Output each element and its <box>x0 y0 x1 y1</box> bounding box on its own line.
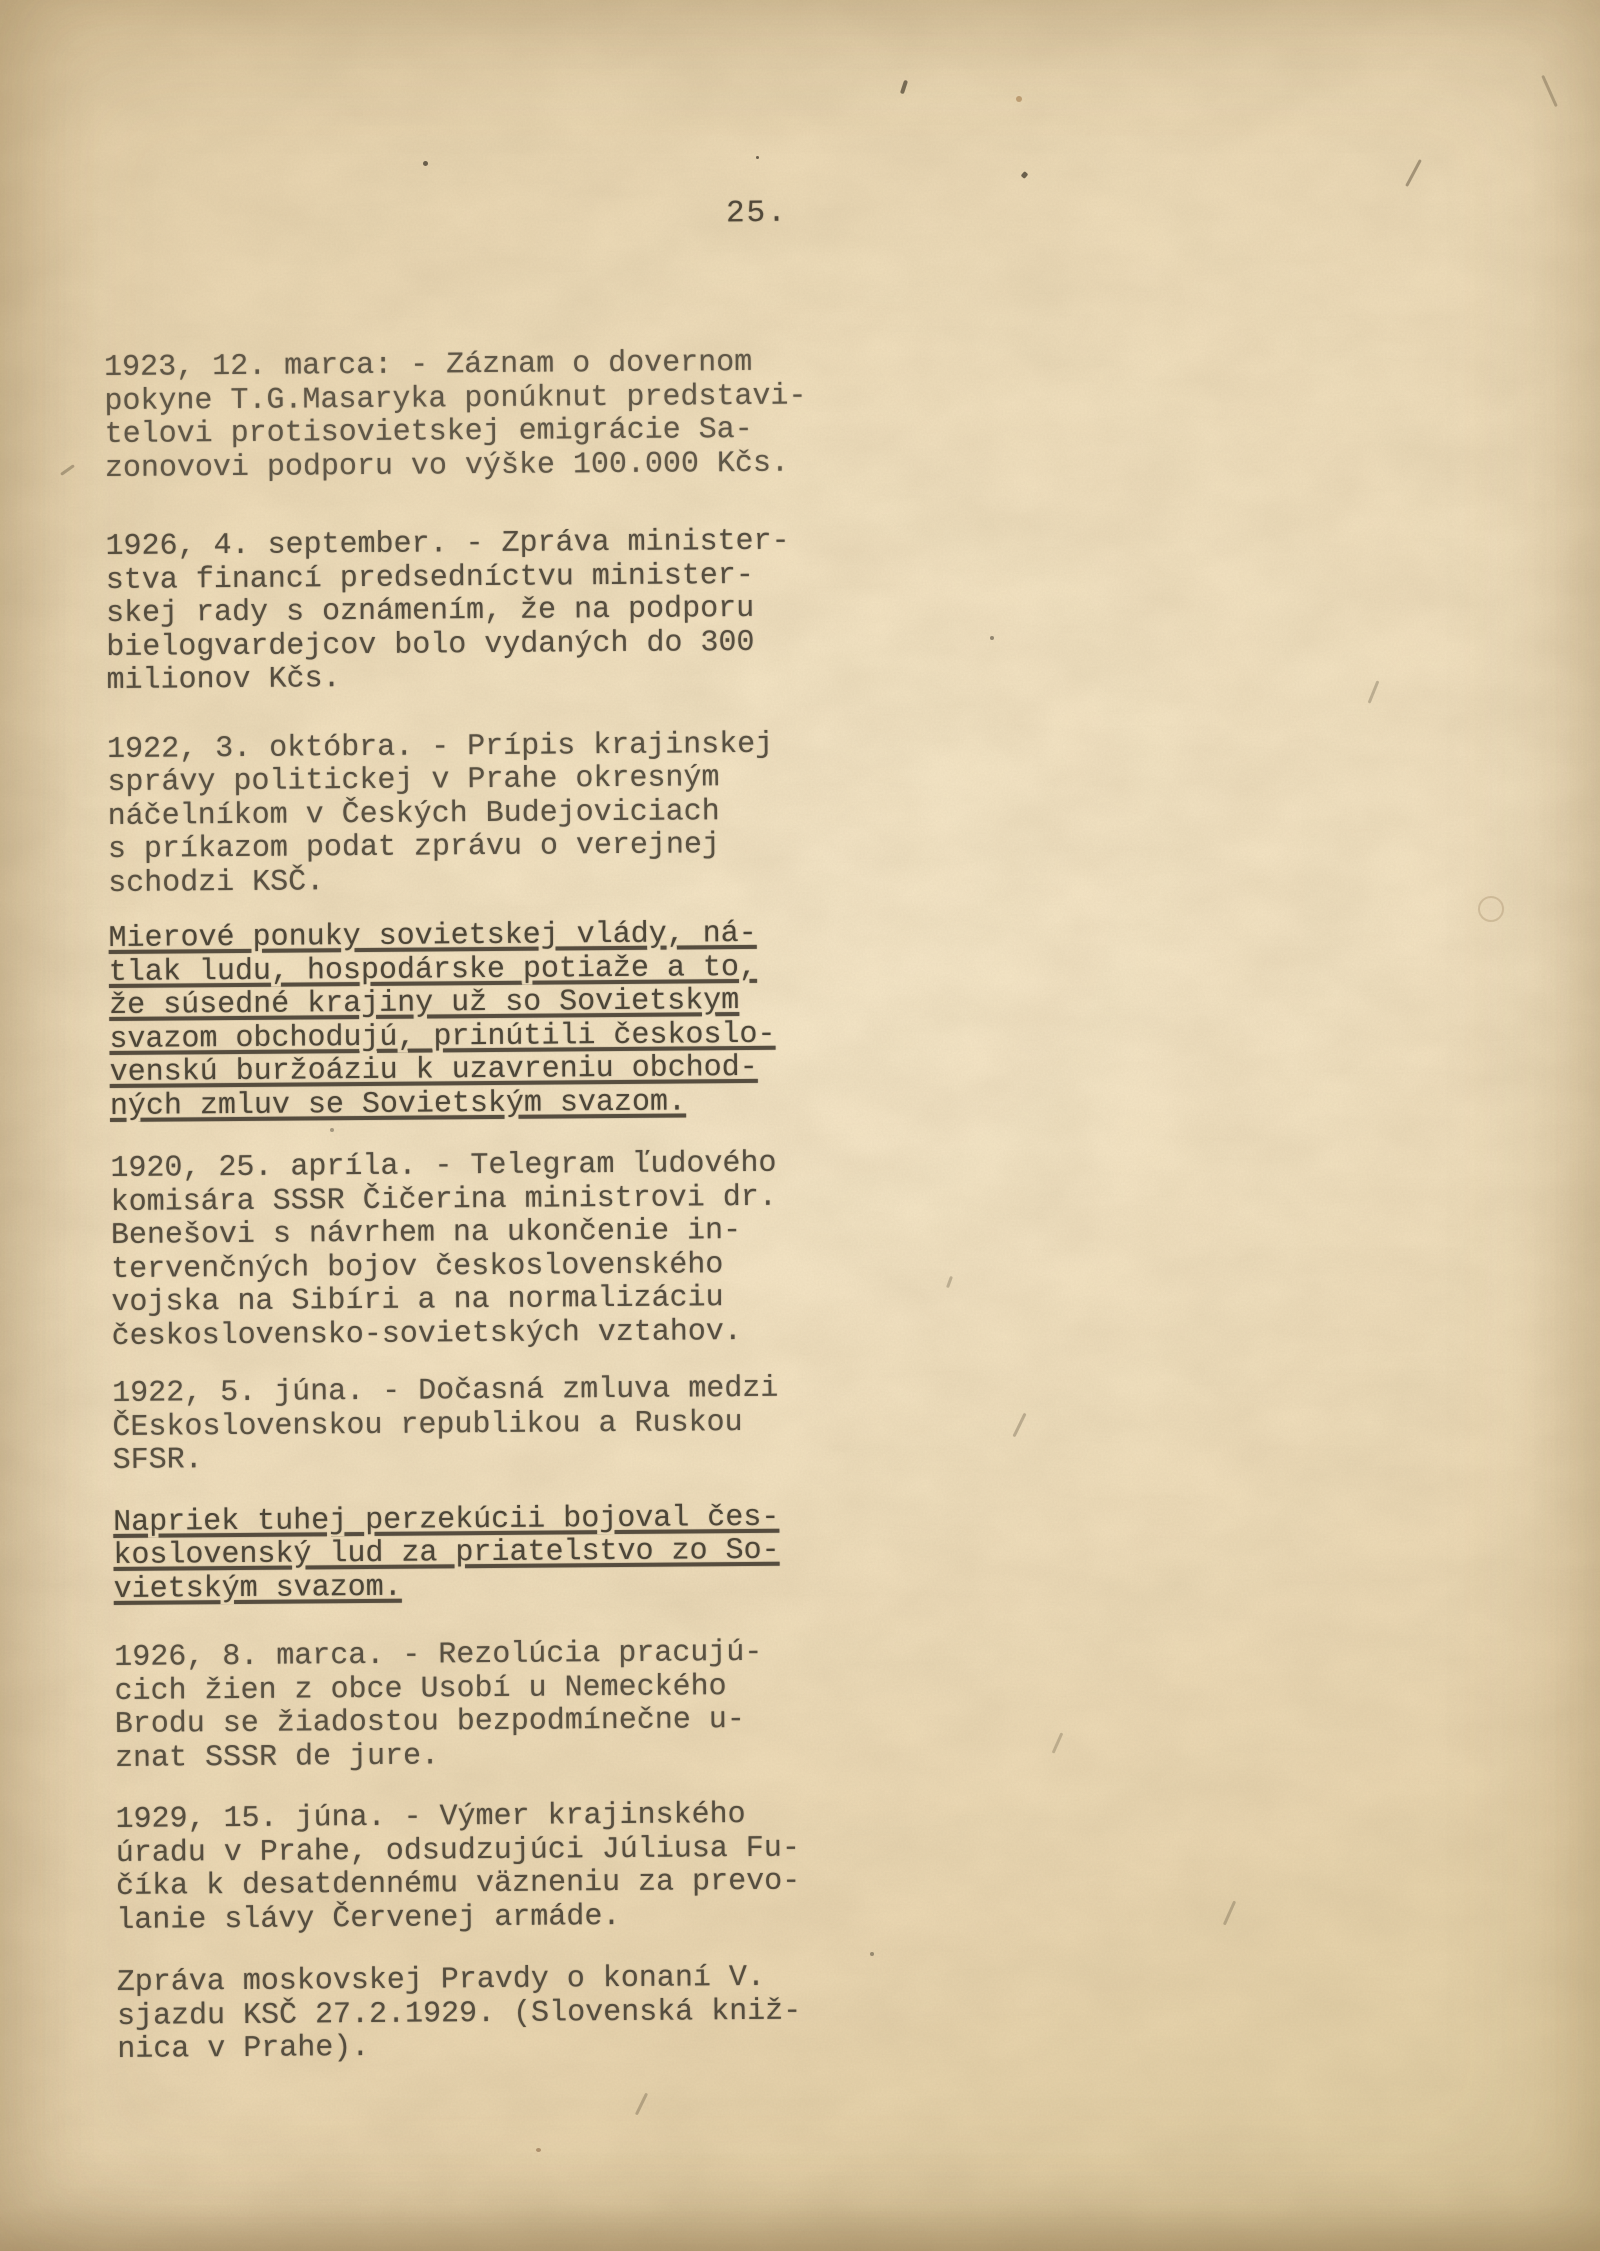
ink-speck <box>1016 96 1022 102</box>
stray-mark <box>946 1276 953 1288</box>
smudge-ring <box>1478 896 1504 922</box>
entry-paragraph: 1926, 4. september. - Zpráva minister- stva financí predsedníctvu minister- skej rady s oznámením, že na podporu bielogvardejcov bolo vydaných do 300 milionov Kčs. <box>105 524 790 698</box>
ink-speck <box>536 2148 541 2152</box>
stray-mark <box>60 464 75 476</box>
ink-speck <box>423 161 428 166</box>
entry-paragraph: 1926, 8. marca. - Rezolúcia pracujú- cich žien z obce Usobí u Nemeckého Brodu se žiadostou bezpodmínečne u- znat SSSR de jure. <box>114 1635 763 1776</box>
stray-mark <box>1405 159 1422 187</box>
stray-mark <box>1541 75 1558 107</box>
page-bottom-shadow <box>0 2205 1600 2251</box>
text-column <box>104 346 937 2068</box>
entry-paragraph: 1922, 3. októbra. - Prípis krajinskej správy politickej v Prahe okresným náčelníkom v Českých Budejoviciach s príkazom podat zprávu o verejnej schodzi KSČ. <box>106 727 774 901</box>
stray-mark <box>1223 1901 1236 1926</box>
stray-mark <box>1012 1413 1026 1438</box>
ink-speck <box>756 156 759 159</box>
stray-mark <box>635 2093 648 2116</box>
entry-paragraph: 1922, 5. júna. - Dočasná zmluva medzi ČEskoslovenskou republikou a Ruskou SFSR. <box>112 1371 779 1478</box>
entry-paragraph: 1929, 15. júna. - Výmer krajinského úradu v Prahe, odsudzujúci Júliusa Fu- číka k desatdennému väzneniu za prevo- lanie slávy Červenej armáde. <box>115 1798 801 1938</box>
ink-speck <box>1021 171 1029 179</box>
entry-paragraph: 1920, 25. apríla. - Telegram ľudového komisára SSSR Čičerina ministrovi dr. Benešovi s návrhem na ukončenie in- tervenčných bojov československého vojska na Sibíri a na normalizáciu československo-sovietských vztahov. <box>110 1146 777 1354</box>
stray-mark <box>1052 1732 1064 1753</box>
emphasized-paragraph: Napriek tuhej perzekúcii bojoval čes- koslovenský lud za priatelstvo zo So- vietským svazom. <box>113 1500 780 1607</box>
emphasized-paragraph: Mierové ponuky sovietskej vlády, ná- tlak ludu, hospodárske potiaže a to, že súsedné krajiny už so Sovietskym svazom obchodujú, prinútili českoslo- venskú buržoáziu k uzavreniu obchod- ných zmluv se Sovietským svazom. <box>108 916 776 1124</box>
stray-mark <box>1368 680 1380 703</box>
entry-paragraph: Zpráva moskovskej Pravdy o konaní V. sjazdu KSČ 27.2.1929. (Slovenská kniž- nica v Prahe). <box>116 1960 802 2067</box>
entry-paragraph: 1923, 12. marca: - Záznam o dovernom pokyne T.G.Masaryka ponúknut predstavi- telovi protisovietskej emigrácie Sa- zonovovi podporu vo výške 100.000 Kčs. <box>103 345 807 486</box>
stray-mark <box>900 80 908 95</box>
page-number: 25. <box>725 195 788 232</box>
ink-speck <box>990 636 994 640</box>
